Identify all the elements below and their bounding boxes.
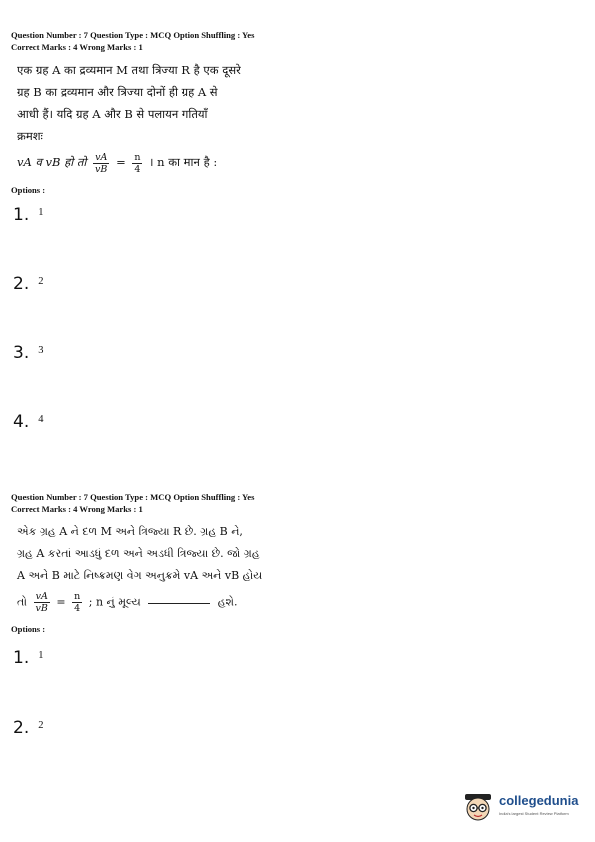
option-2[interactable] <box>13 274 43 294</box>
option-number: 2. <box>13 274 30 294</box>
option-number: 3. <box>13 343 30 363</box>
logo-wordmark: collegedunia <box>499 793 579 808</box>
equation-suffix: હશે. <box>217 595 238 609</box>
equals-sign: = <box>56 595 66 609</box>
stem-line: क्रमशः <box>17 129 43 143</box>
option-number: 1. <box>13 648 30 668</box>
fraction-denominator: vB <box>95 163 108 175</box>
stem-line: ग्रह B का द्रव्यमान और त्रिज्या दोनों ही ग्रह A से <box>17 85 218 99</box>
collegedunia-logo[interactable] <box>461 790 587 826</box>
option-value: 2 <box>38 720 44 731</box>
option-2[interactable] <box>13 718 43 738</box>
option-4[interactable] <box>13 412 43 432</box>
marks-meta-line: Correct Marks : 4 Wrong Marks : 1 <box>11 503 143 514</box>
option-1[interactable] <box>13 205 43 225</box>
question-stem <box>11 59 581 175</box>
equals-sign: = <box>116 155 126 169</box>
question-stem <box>11 521 581 614</box>
fraction-denominator: 4 <box>134 163 141 175</box>
fraction-n-4 <box>132 152 142 175</box>
equation-line <box>17 591 581 614</box>
fraction-n-4 <box>72 591 82 614</box>
question-meta-line: Question Number : 7 Question Type : MCQ Option Shuffling : Yes <box>11 30 255 40</box>
equation-prefix: vA व vB हो तो <box>17 155 87 169</box>
stem-line: A અને B માટે નિષ્ક્રમણ વેગ અનુક્રમે vA અને vB હોય <box>17 569 263 582</box>
options-label: Options : <box>11 184 46 195</box>
option-number: 2. <box>13 718 30 738</box>
answer-blank <box>148 603 210 604</box>
stem-line: ગ્રહ A કરતાં આડધું દળ અને અડધી ત્રિજ્યા છે. જો ગ્રહ <box>17 547 260 560</box>
stem-line: एक ग्रह A का द्रव्यमान M तथा त्रिज्या R है एक दूसरे <box>17 63 241 77</box>
question-block-gujarati <box>11 492 581 634</box>
option-value: 4 <box>38 414 44 425</box>
mascot-icon <box>461 790 495 824</box>
option-value: 1 <box>38 650 44 661</box>
question-block-hindi <box>11 30 581 195</box>
fraction-va-vb <box>34 591 50 614</box>
option-value: 1 <box>38 207 44 218</box>
logo-tagline: India's largest Student Review Platform <box>499 811 569 816</box>
fraction-numerator: n <box>134 151 141 163</box>
fraction-numerator: vA <box>34 591 50 603</box>
option-value: 2 <box>38 276 44 287</box>
option-number: 1. <box>13 205 30 225</box>
option-value: 3 <box>38 345 44 356</box>
equation-prefix: તો <box>17 595 28 609</box>
options-label: Options : <box>11 624 46 634</box>
option-1[interactable] <box>13 648 43 668</box>
fraction-numerator: n <box>74 591 81 602</box>
fraction-va-vb <box>93 152 109 175</box>
option-3[interactable] <box>13 343 43 363</box>
equation-suffix: । n का मान है : <box>149 155 218 169</box>
option-number: 4. <box>13 412 30 432</box>
stem-line: आधी हैं। यदि ग्रह A और B से पलायन गतियाँ <box>17 107 208 121</box>
stem-line: એક ગ્રહ A ને દળ M અને ત્રિજ્યા R છે. ગ્રહ B ને, <box>17 525 243 538</box>
equation-line <box>17 151 581 175</box>
equation-middle: ; n નું મૂલ્ય <box>88 595 141 609</box>
fraction-denominator: vB <box>35 603 48 614</box>
fraction-denominator: 4 <box>74 603 81 614</box>
marks-meta-line: Correct Marks : 4 Wrong Marks : 1 <box>11 41 143 52</box>
question-meta-line: Question Number : 7 Question Type : MCQ Option Shuffling : Yes <box>11 492 255 502</box>
fraction-numerator: vA <box>93 152 109 164</box>
